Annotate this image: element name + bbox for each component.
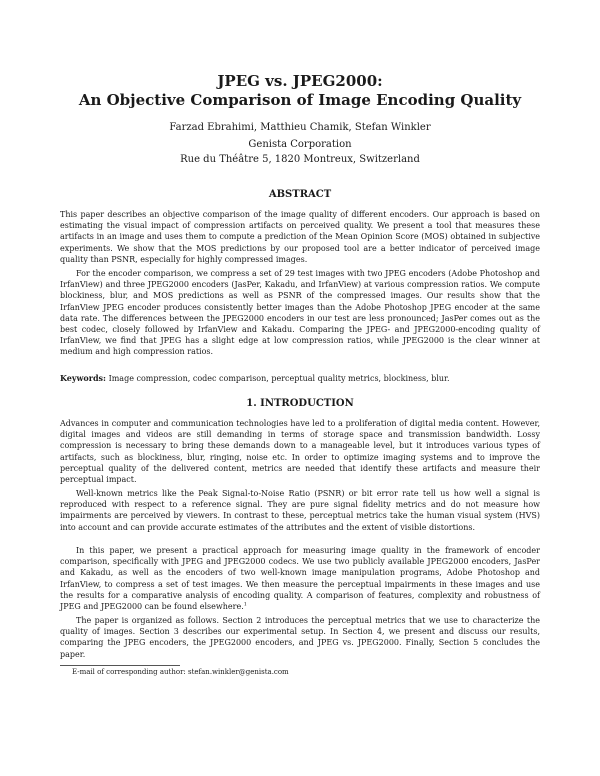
introduction-paragraph-3 — [60, 545, 540, 612]
abstract-paragraph-2: For the encoder comparison, we compress a set of 29 test images with two JPEG encoders (Adobe Photoshop and IrfanView) and three JPEG2000 encoders (JasPer, Kakadu, and IrfanView) at various compression ratios. We compute blockiness, blur, and MOS predictions as well as PSNR of the compressed images. Our results show that the IrfanView JPEG encoder produces consistently better images than the Adobe Photoshop JPEG encoder at the same data rate. The differences between the JPEG2000 encoders in our test are less pronounced; JasPer comes out as the best codec, closely followed by IrfanView and Kakadu. Comparing the JPEG- and JPEG2000-encoding quality of IrfanView, we find that JPEG has a slight edge at low compression ratios, while JPEG2000 is the clear winner at medium and high compression ratios. — [60, 269, 540, 357]
keywords — [60, 373, 540, 384]
introduction-heading: 1. INTRODUCTION — [246, 398, 354, 409]
footnote-email: E-mail of corresponding author: stefan.winkler@genista.com — [72, 668, 289, 676]
footnote-divider — [60, 665, 180, 666]
affiliation-org: Genista Corporation — [248, 139, 352, 150]
introduction-paragraph-2: Well-known metrics like the Peak Signal-to-Noise Ratio (PSNR) or bit error rate tell us how well a signal is reproduced with respect to a reference signal. They are pure signal fidelity metrics and do not measure how impairments are perceived by viewers. In contrast to these, perceptual metrics take the human visual system (HVS) into account and can provide accurate estimates of the attributes and the extent of visible distortions. — [60, 489, 540, 532]
abstract-heading: ABSTRACT — [268, 189, 332, 200]
abstract-paragraph-1: This paper describes an objective comparison of the image quality of different encoders. Our approach is based on estimating the visual impact of compression artifacts on perceived quality. We present a tool that measures these artifacts in an image and uses them to compute a prediction of the Mean Opinion Score (MOS) obtained in subjective experiments. We show that the MOS predictions by our proposed tool are a better indicator of perceived image quality than PSNR, especially for highly compressed images. — [60, 210, 540, 264]
introduction-paragraph-4: The paper is organized as follows. Section 2 introduces the perceptual metrics that we use to characterize the quality of images. Section 3 describes our experimental setup. In Section 4, we present and discuss our results, comparing the JPEG encoders, the JPEG2000 encoders, and JPEG vs. JPEG2000. Finally, Section 5 concludes the paper. — [60, 616, 540, 659]
citation-ref[interactable]: 1 — [243, 601, 247, 608]
keywords-label: Keywords: — [60, 373, 107, 383]
paper-title-line1: JPEG vs. JPEG2000: — [217, 72, 383, 90]
paper-title-line2: An Objective Comparison of Image Encoding Quality — [78, 91, 522, 109]
affiliation-address: Rue du Théâtre 5, 1820 Montreux, Switzerland — [180, 154, 420, 165]
introduction-paragraph-3-text: In this paper, we present a practical approach for measuring image quality in the framework of encoder comparison, specifically with JPEG and JPEG2000 codecs. We use two publicly available JPEG2000 encoders, JasPer and Kakadu, as well as the encoders of two well-known image manipulation programs, Adobe Photoshop and IrfanView, to compress a set of test images. We then measure the perceptual impairments in these images and use the results for a comparative analysis of encoding quality. A comparison of features, complexity and robustness of JPEG and JPEG2000 can be found elsewhere. — [60, 546, 540, 612]
keywords-text: Image compression, codec comparison, perceptual quality metrics, blockiness, blur. — [108, 374, 450, 383]
author-list: Farzad Ebrahimi, Matthieu Chamik, Stefan Winkler — [169, 122, 431, 133]
introduction-paragraph-1: Advances in computer and communication technologies have led to a proliferation of digital media content. However, digital images and videos are still demanding in terms of storage space and transmission bandwidth. Lossy compression is necessary to bring these demands down to a manageable level, but it introduces various types of artifacts, such as blockiness, blur, ringing, noise etc. In order to optimize imaging systems and to improve the perceptual quality of the delivered content, metrics are needed that identify these artifacts and measure their perceptual impact. — [60, 419, 540, 485]
